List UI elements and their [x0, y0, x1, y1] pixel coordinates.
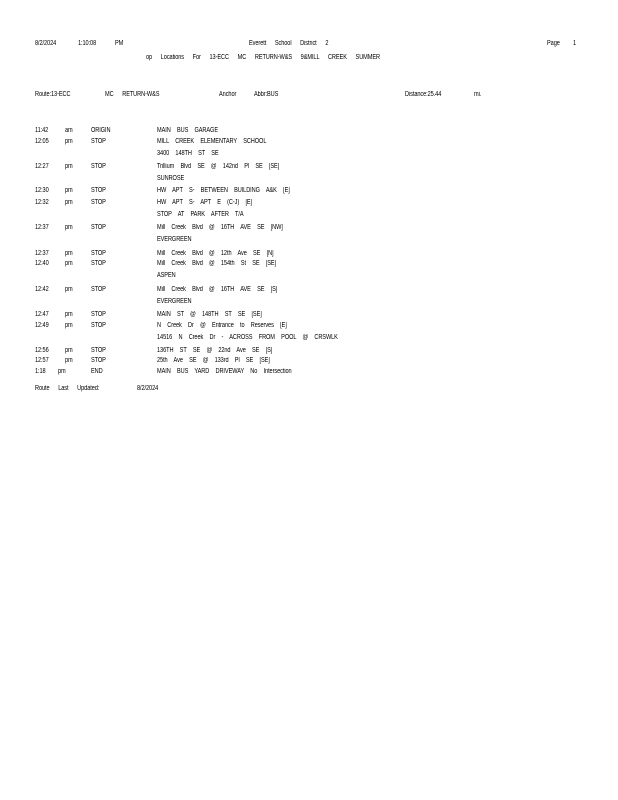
stop-time: 12:30: [35, 187, 49, 194]
report-date: 8/2/2024: [35, 40, 57, 47]
stop-location: HW APT S- APT E (C-J) [E]: [157, 199, 253, 206]
stop-ampm: pm: [65, 250, 73, 257]
route-distance: Distance:25.44: [405, 91, 442, 98]
stop-location-detail: SUNROSE: [157, 175, 185, 182]
stop-location-detail: EVERGREEN: [157, 298, 192, 305]
stop-ampm: pm: [65, 347, 73, 354]
stop-location: MAIN BUS YARD DRIVEWAY No Intersection: [157, 368, 292, 375]
stop-ampm: pm: [65, 163, 73, 170]
stop-time: 11:42: [35, 127, 49, 134]
stop-ampm: pm: [65, 357, 73, 364]
stop-location: HW APT S- BETWEEN BUILDING A&K [E]: [157, 187, 290, 194]
page-label: Page: [547, 40, 560, 47]
stop-location-detail: 3400 148TH ST SE: [157, 150, 219, 157]
stop-type: STOP: [91, 199, 106, 206]
report-ampm: PM: [115, 40, 124, 47]
stop-type: STOP: [91, 163, 106, 170]
stop-time: 12:47: [35, 311, 49, 318]
stop-location: Mill Creek Blvd @ 12th Ave SE [N]: [157, 250, 274, 257]
stop-time: 12:49: [35, 322, 49, 329]
stop-location: 136TH ST SE @ 22nd Ave SE [S]: [157, 347, 273, 354]
stop-location: Mill Creek Blvd @ 16TH AVE SE [NW]: [157, 224, 283, 231]
route-last-updated-date: 8/2/2024: [137, 385, 159, 392]
distance-unit: mi.: [474, 91, 482, 98]
stop-time: 12:40: [35, 260, 49, 267]
page-number: 1: [573, 40, 577, 47]
stop-type: STOP: [91, 286, 106, 293]
stop-ampm: pm: [65, 187, 73, 194]
stop-time: 12:05: [35, 138, 49, 145]
stop-type: ORIGIN: [91, 127, 111, 134]
stop-type: STOP: [91, 187, 106, 194]
stop-type: STOP: [91, 224, 106, 231]
stop-type: STOP: [91, 357, 106, 364]
route-id: Route:13-ECC: [35, 91, 71, 98]
stop-location-detail: 14516 N Creek Dr - ACROSS FROM POOL @ CRSWLK: [157, 334, 338, 341]
stop-ampm: pm: [65, 260, 73, 267]
route-name: MC RETURN-W&S: [105, 91, 160, 98]
stop-ampm: pm: [65, 138, 73, 145]
stop-location: Mill Creek Blvd @ 16TH AVE SE [S]: [157, 286, 278, 293]
report-time: 1:10:08: [78, 40, 97, 47]
stop-ampm: pm: [65, 199, 73, 206]
stop-type: STOP: [91, 311, 106, 318]
anchor-label: Anchor: [219, 91, 237, 98]
stop-time: 1:18: [35, 368, 46, 375]
stop-location-detail: EVERGREEN: [157, 236, 192, 243]
stop-time: 12:42: [35, 286, 49, 293]
stop-location: MAIN BUS GARAGE: [157, 127, 218, 134]
stop-ampm: pm: [65, 322, 73, 329]
stop-ampm: pm: [65, 224, 73, 231]
stop-time: 12:56: [35, 347, 49, 354]
stop-ampm: am: [65, 127, 73, 134]
stop-location: 25th Ave SE @ 133rd Pl SE [SE]: [157, 357, 270, 364]
stop-type: STOP: [91, 138, 106, 145]
stop-location: Mill Creek Blvd @ 154th St SE [SE]: [157, 260, 277, 267]
stop-type: STOP: [91, 260, 106, 267]
stop-time: 12:37: [35, 250, 49, 257]
stop-location-detail: ASPEN: [157, 272, 176, 279]
anchor-value: Abbr:BUS: [254, 91, 279, 98]
district-title: Everett School District 2: [249, 40, 329, 47]
stop-location: MILL CREEK ELEMENTARY SCHOOL: [157, 138, 267, 145]
stop-time: 12:57: [35, 357, 49, 364]
stop-type: END: [91, 368, 103, 375]
route-last-updated-label: Route Last Updated:: [35, 385, 100, 392]
stop-type: STOP: [91, 322, 106, 329]
report-subtitle: op Locations For 13-ECC MC RETURN-W&S 9&MILL CREEK SUMMER: [146, 54, 380, 61]
stop-time: 12:32: [35, 199, 49, 206]
stop-ampm: pm: [58, 368, 66, 375]
stop-location: N Creek Dr @ Entrance to Reserves [E]: [157, 322, 287, 329]
stop-type: STOP: [91, 250, 106, 257]
stop-type: STOP: [91, 347, 106, 354]
stop-location-detail: STOP AT PARK AFTER T/A: [157, 211, 244, 218]
stop-ampm: pm: [65, 311, 73, 318]
stop-ampm: pm: [65, 286, 73, 293]
stop-time: 12:37: [35, 224, 49, 231]
stop-location: Trillium Blvd SE @ 142nd Pl SE [SE]: [157, 163, 280, 170]
stop-time: 12:27: [35, 163, 49, 170]
stop-location: MAIN ST @ 148TH ST SE [SE]: [157, 311, 262, 318]
